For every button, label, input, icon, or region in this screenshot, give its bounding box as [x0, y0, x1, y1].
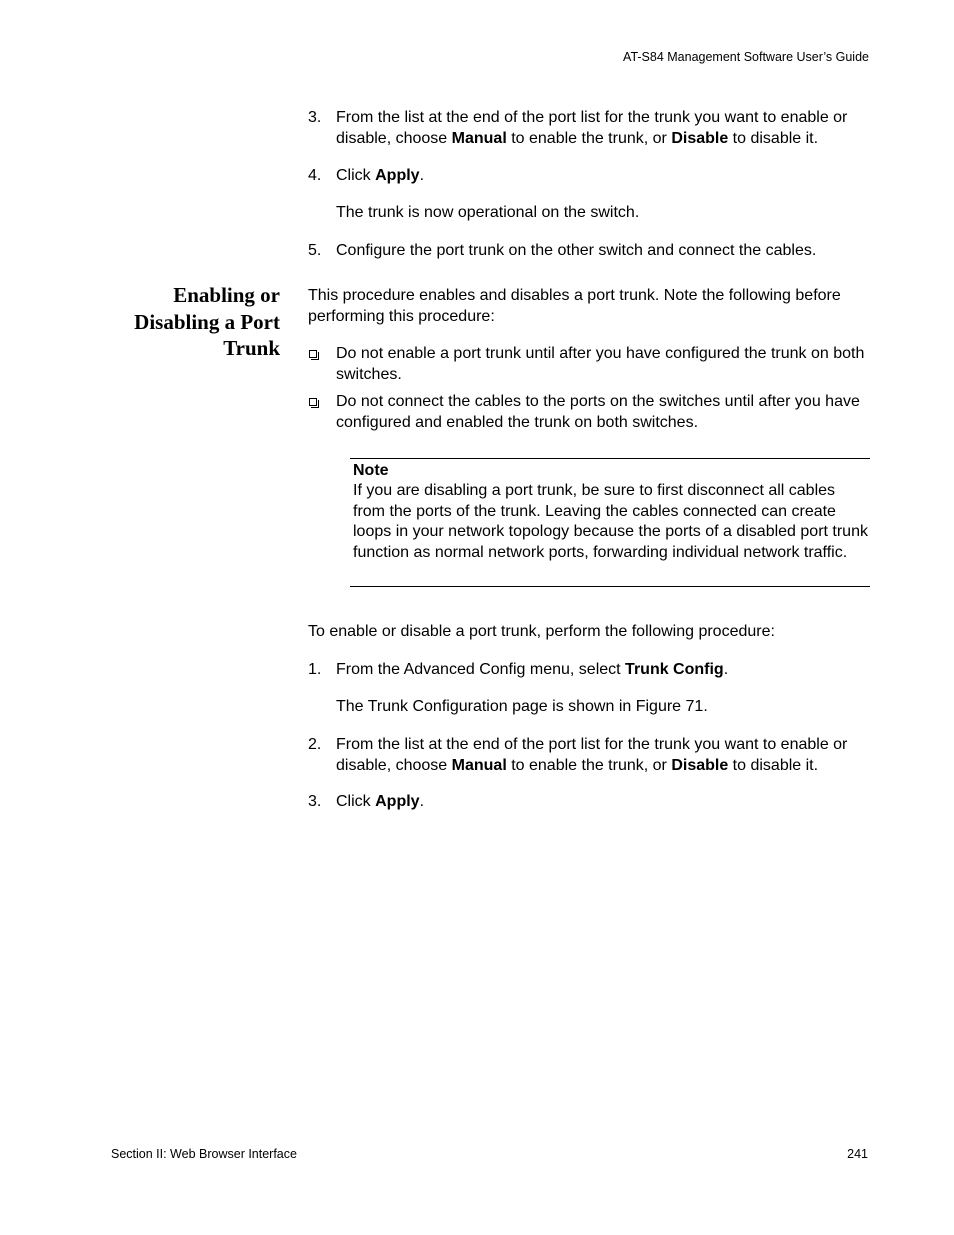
- step-text: Click Apply.: [336, 793, 425, 810]
- running-header: AT-S84 Management Software User’s Guide: [623, 50, 869, 64]
- section-intro: This procedure enables and disables a port trunk. Note the following before performing this procedure:: [308, 287, 841, 325]
- step-text: From the Advanced Config menu, select Trunk Config.: [336, 661, 729, 678]
- step-text: Configure the port trunk on the other switch and connect the cables.: [336, 242, 817, 259]
- step-text: From the list at the end of the port list for the trunk you want to enable or disable, choose Manual to enable the trunk, or Disable to disable it.: [336, 736, 848, 774]
- step-number: 4.: [308, 167, 322, 184]
- bullet-text: Do not enable a port trunk until after you have configured the trunk on both switches.: [336, 345, 865, 383]
- step-result: The trunk is now operational on the switch.: [336, 204, 640, 221]
- footer-section: Section II: Web Browser Interface: [111, 1147, 297, 1161]
- step-text: Click Apply.: [336, 167, 425, 184]
- heading-line: Enabling or: [173, 283, 280, 307]
- heading-line: Disabling a Port: [134, 309, 280, 334]
- note-text: If you are disabling a port trunk, be sure to first disconnect all cables from the ports of the trunk. Leaving the cables connected can create loops in your network topology because the ports of a disabled port trunk function as normal network ports, forwarding individual network traffic.: [353, 482, 868, 561]
- heading-line: Trunk: [223, 336, 280, 360]
- note-bottom-rule: [350, 586, 870, 587]
- step-number: 3.: [308, 793, 322, 810]
- checkbox-bullet-icon: [309, 350, 317, 358]
- section-heading: [80, 282, 280, 362]
- note-top-rule: [350, 458, 870, 459]
- step-number: 2.: [308, 736, 322, 753]
- step-number: 1.: [308, 661, 322, 678]
- checkbox-bullet-icon: [309, 398, 317, 406]
- step-number: 3.: [308, 109, 322, 126]
- page-number: 241: [847, 1147, 868, 1161]
- bullet-text: Do not connect the cables to the ports on the switches until after you have configured and enabled the trunk on both switches.: [336, 393, 860, 431]
- step-text: From the list at the end of the port list for the trunk you want to enable or disable, choose Manual to enable the trunk, or Disable to disable it.: [336, 109, 848, 147]
- step-number: 5.: [308, 242, 322, 259]
- note-title: Note: [353, 462, 389, 479]
- step-result: The Trunk Configuration page is shown in Figure 71.: [336, 698, 708, 715]
- procedure-lead: To enable or disable a port trunk, perform the following procedure:: [308, 623, 775, 640]
